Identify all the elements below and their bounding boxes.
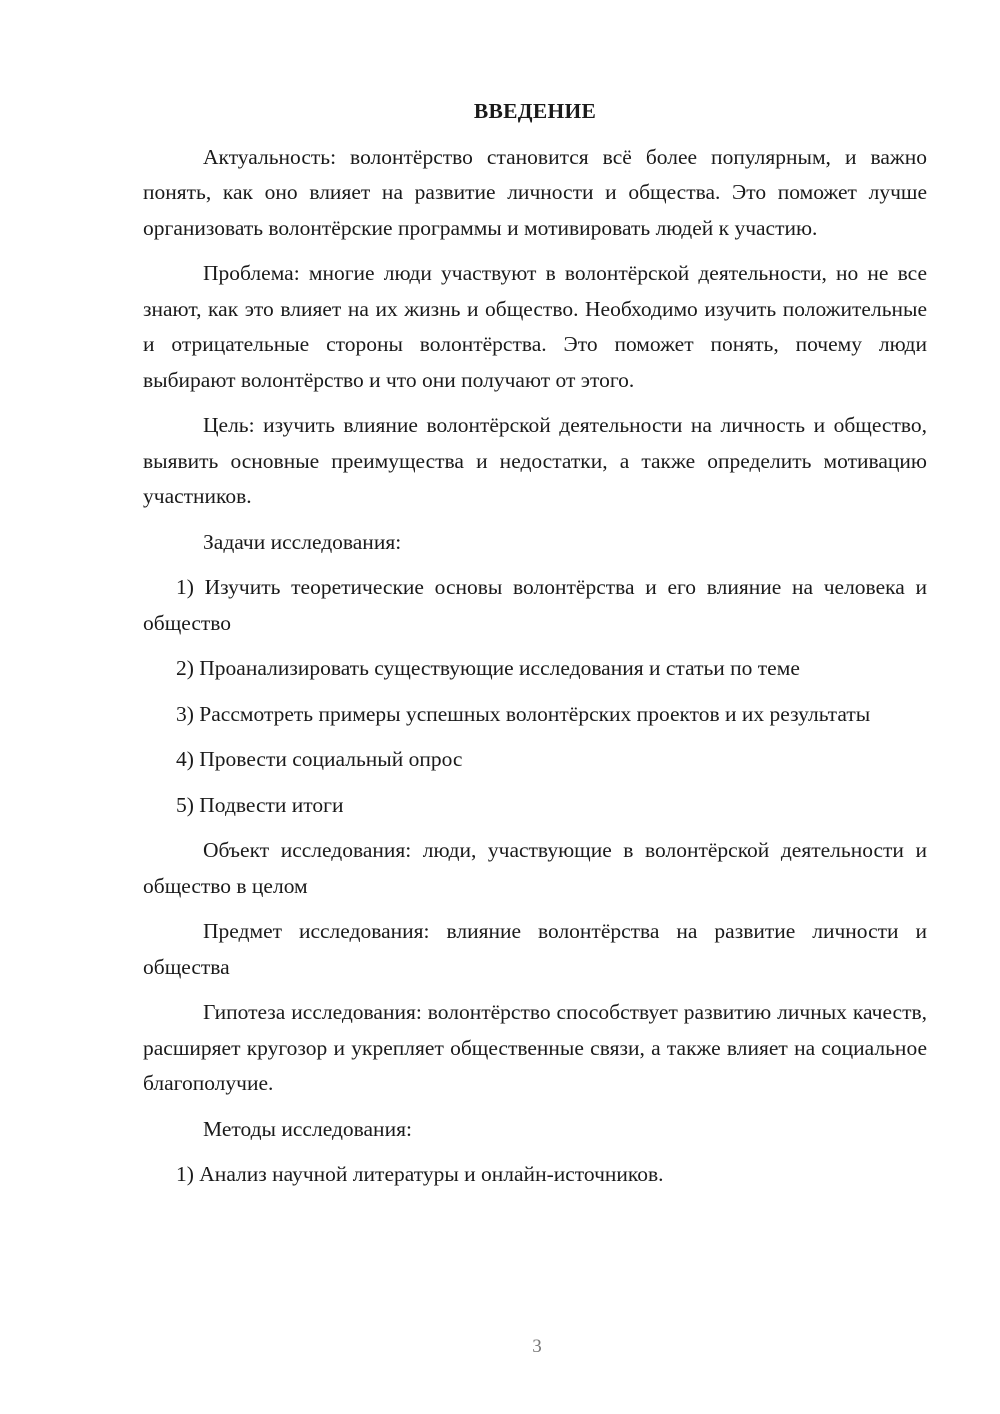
methods-title: Методы исследования: — [203, 1116, 412, 1141]
section-heading: ВВЕДЕНИЕ — [473, 99, 597, 123]
subject-paragraph: Предмет исследования: влияние волонтёрства на развитие личности и общества — [143, 919, 927, 979]
page-number: 3 — [532, 1336, 542, 1357]
task-item: 5) Подвести итоги — [176, 792, 344, 817]
hypothesis-paragraph: Гипотеза исследования: волонтёрство способствует развитию личных качеств, расширяет кругозор и укрепляет общественные связи, а также влияет на социальное благополучие. — [143, 1000, 927, 1095]
task-item: 2) Проанализировать существующие исследования и статьи по теме — [176, 656, 800, 680]
task-item: 1) Изучить теоретические основы волонтёрства и его влияние на человека и общество — [143, 575, 927, 635]
method-item: 1) Анализ научной литературы и онлайн-источников. — [176, 1162, 664, 1186]
tasks-title: Задачи исследования: — [203, 529, 402, 554]
problem-paragraph: Проблема: многие люди участвуют в волонтёрской деятельности, но не все знают, как это влияет на их жизнь и общество. Необходимо изучить положительные и отрицательные стороны волонтёрства. Это поможет понять, почему люди выбирают волонтёрство и что они получают от этого. — [143, 261, 927, 392]
object-paragraph: Объект исследования: люди, участвующие в волонтёрской деятельности и общество в целом — [143, 838, 927, 898]
task-item: 4) Провести социальный опрос — [176, 747, 463, 771]
page-content — [143, 94, 927, 1203]
task-item: 3) Рассмотреть примеры успешных волонтёрских проектов и их результаты — [176, 701, 871, 726]
goal-paragraph: Цель: изучить влияние волонтёрской деятельности на личность и общество, выявить основные преимущества и недостатки, а также определить мотивацию участников. — [143, 413, 927, 508]
relevance-paragraph: Актуальность: волонтёрство становится всё более популярным, и важно понять, как оно влияет на развитие личности и общества. Это поможет лучше организовать волонтёрские программы и мотивировать людей к участию. — [143, 144, 927, 240]
